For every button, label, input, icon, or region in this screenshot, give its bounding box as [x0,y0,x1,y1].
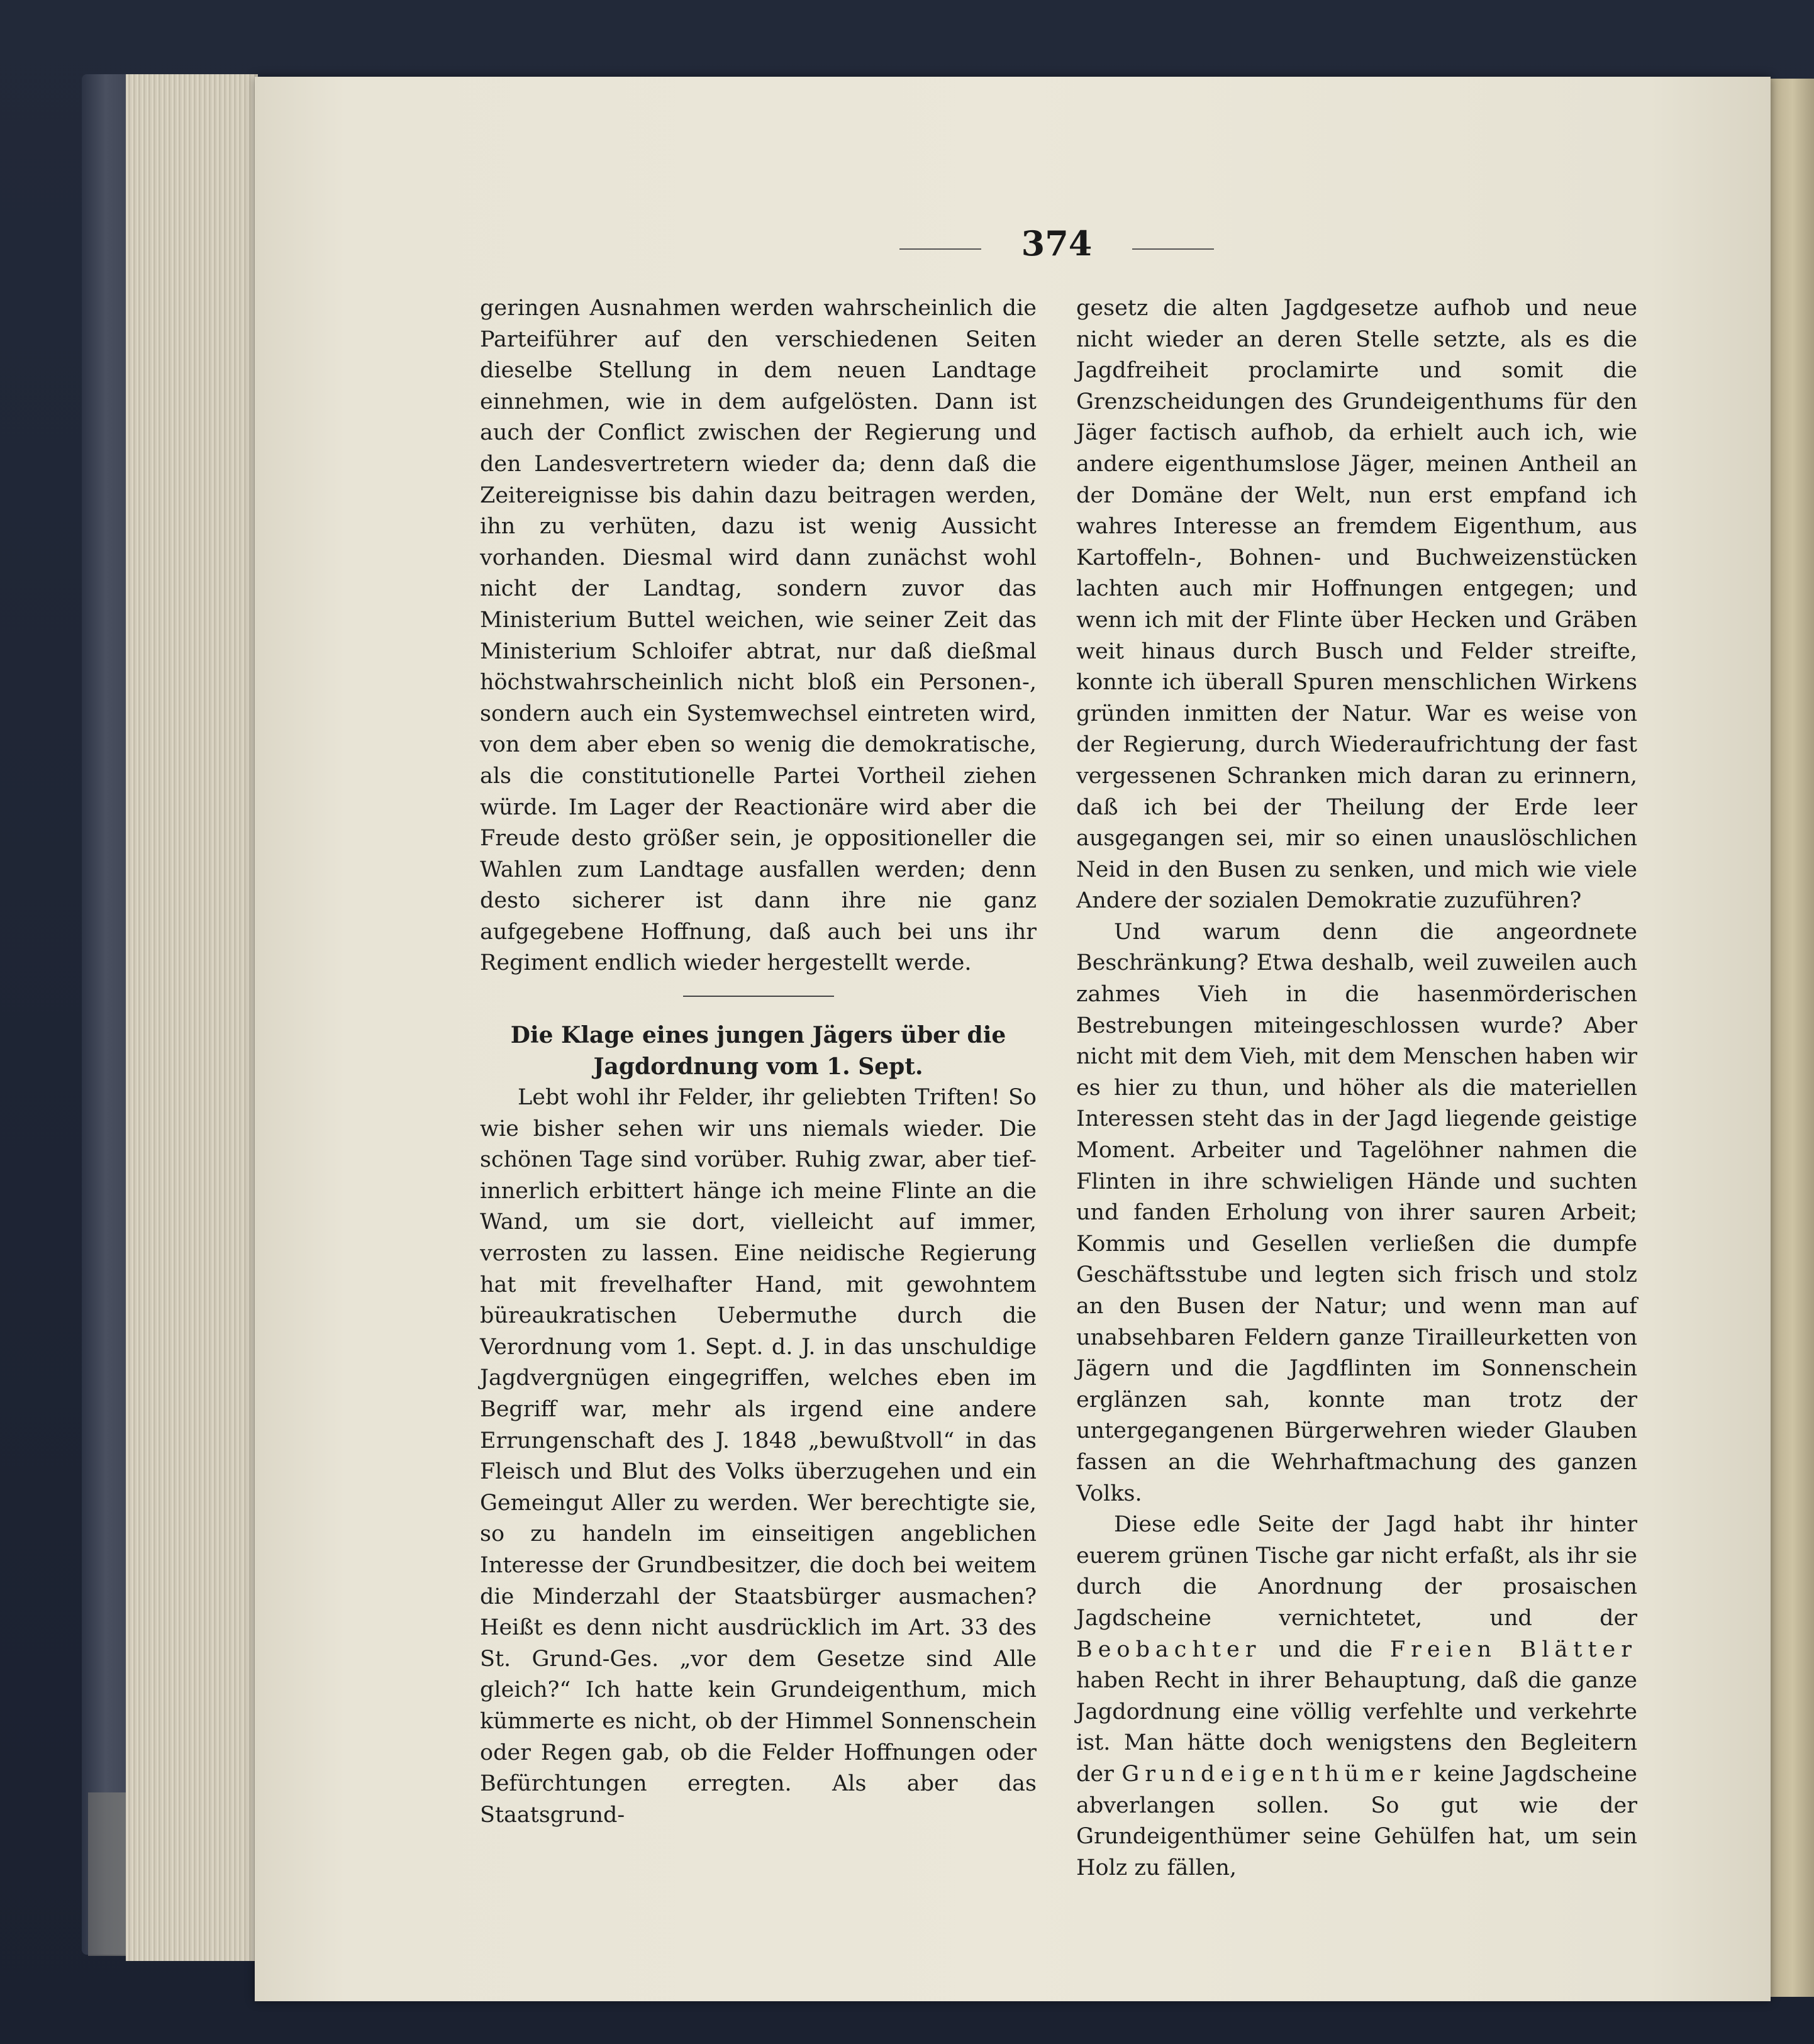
right-paragraph-1: gesetz die alten Jagdgesetze aufhob und neue nicht wieder an deren Stelle setzte, als es die Jagdfreiheit proclamirte und somit die Grenzscheidungen des Grundeigenthums für den Jäger factisch aufhob, da erhielt auch ich, wie andere eigenthumslose Jäger, meinen Antheil an der Domäne der Welt, nun erst empfand ich wahres Interesse an fremdem Eigenthum, aus Kartoffeln-, Bohnen- und Buchweizenstücken lachten auch mir Hoffnungen entgegen; und wenn ich mit der Flinte über Hecken und Gräben weit hinaus durch Busch und Felder streifte, konnte ich überall Spuren menschlichen Wirkens gründen inmitten der Natur. War es weise von der Regierung, durch Wiederaufrichtung der fast vergessenen Schranken mich daran zu erinnern, daß ich bei der Theilung der Erde leer ausgegangen sei, mir so einen unauslöschlichen Neid in den Busen zu senken, und mich wie viele Andere der sozialen Demokratie zuzuführen? [1076,296,1637,914]
right-paragraph-2: Und warum denn die angeordnete Beschränkung? Etwa deshalb, weil zuweilen auch zahmes Vieh in die hasenmörderischen Bestrebungen miteingeschlossen wurde? Aber nicht mit dem Vieh, mit dem Menschen haben wir es hier zu thun, und höher als die materiellen Interessen steht das in der Jagd liegende geistige Moment. Arbeiter und Tagelöhner nahmen die Flinten in ihre schwieligen Hände und suchten und fanden Erholung von ihrer sauren Arbeit; Kommis und Gesellen verließen die dumpfe Geschäftsstube und legten sich frisch und stolz an den Busen der Natur; und wenn man auf unabsehbaren Feldern ganze Tirailleurketten von Jägern und die Jagdflinten im Sonnenschein erglänzen sah, konnte man trotz der untergegangenen Bürgerwehren wieder Glauben fassen an die Wehrhaftmachung des ganzen Volks. [1076,919,1637,1506]
paragraph-3-text-b: und die [1261,1636,1390,1662]
facing-page-edge [1771,79,1814,1997]
newspaper-name-freie-blaetter: Freien Blätter [1389,1636,1637,1662]
right-column [1076,293,1637,1884]
newspaper-name-beobachter: Beobachter [1076,1636,1262,1662]
paragraph-3-text-c: haben Recht in ihrer Behauptung, daß die ganze Jagdordnung eine völlig verfehlte und verkehrte ist. Man hätte doch wenigstens den Begleitern der [1076,1668,1637,1787]
left-column [480,293,1037,1831]
page-header [899,223,1214,274]
intro-paragraph: geringen Ausnahmen werden wahrscheinlich die Parteiführer auf den verschiedenen Seiten dieselbe Stellung in dem neuen Landtage einnehmen, wie in dem aufgelösten. Dann ist auch der Conflict zwischen der Regierung und den Landesvertretern wieder da; denn daß die Zeitereignisse bis dahin dazu beitragen werden, ihn zu verhüten, dazu ist wenig Aussicht vorhanden. Diesmal wird dann zunächst wohl nicht der Landtag, sondern zuvor das Ministerium Buttel weichen, wie seiner Zeit das Ministerium Schloifer abtrat, nur daß dießmal höchstwahrscheinlich nicht bloß ein Personen-, sondern auch ein Systemwechsel eintreten wird, von dem aber eben so wenig die demokratische, als die constitutionelle Partei Vortheil ziehen würde. Im Lager der Reactionäre wird aber die Freude desto größer sein, je oppositioneller die Wahlen zum Landtage ausfallen werden; denn desto sicherer ist dann ihre nie ganz aufgegebene Hoffnung, daß auch bei uns ihr Regiment endlich wieder hergestellt werde. [480,296,1037,976]
paragraph-3-text-a: Diese edle Seite der Jagd habt ihr hinter euerem grünen Tische gar nicht erfaßt, als ihr sie durch die Anordnung der prosaischen Jagdscheine vernichtetet, und der [1076,1512,1637,1631]
page-number: 374 [1021,223,1093,264]
emphasized-grundeigenthuemer: Grundeigenthümer [1121,1761,1426,1787]
article-paragraph: Lebt wohl ihr Felder, ihr geliebten Triften! So wie bisher sehen wir uns niemals wieder. Die schönen Tage sind vorüber. Ruhig zwar, aber tief-innerlich erbittert hänge ich meine Flinte an die Wand, um sie dort, vielleicht auf immer, verrosten zu lassen. Eine neidische Regierung hat mit frevelhafter Hand, mit gewohntem büreaukratischen Uebermuthe durch die Verordnung vom 1. Sept. d. J. in das unschuldige Jagdvergnügen eingegriffen, welches eben im Begriff war, mehr als irgend eine andere Errungenschaft des J. 1848 „bewußtvoll“ in das Fleisch und Blut des Volks überzugehen und ein Gemeingut Aller zu werden. Wer berechtigte sie, so zu handeln im einseitigen angeblichen Interesse der Grundbesitzer, die doch bei weitem die Minderzahl der Staatsbürger ausmachen? Heißt es denn nicht ausdrücklich im Art. 33 des St. Grund-Ges. „vor dem Gesetze sind Alle gleich?“ Ich hatte kein Grundeigenthum, mich kümmerte es nicht, ob der Himmel Sonnenschein oder Regen gab, ob die Felder Hoffnungen oder Befürchtungen erregten. Als aber das Staatsgrund- [480,1085,1037,1828]
article-title: Die Klage eines jungen Jägers über die Jagdordnung vom 1. Sept. [510,1022,1006,1080]
header-rule-left [899,248,981,250]
page-stack-edge [126,74,258,1961]
right-paragraph-3 [1076,1509,1637,1884]
header-rule-right [1132,248,1214,250]
section-divider [683,996,834,997]
paragraph-3-text-d: keine Jagdscheine abverlangen sollen. So gut wie der Grundeigenthümer seine Gehülfen hat, um sein Holz zu fällen, [1076,1761,1637,1880]
